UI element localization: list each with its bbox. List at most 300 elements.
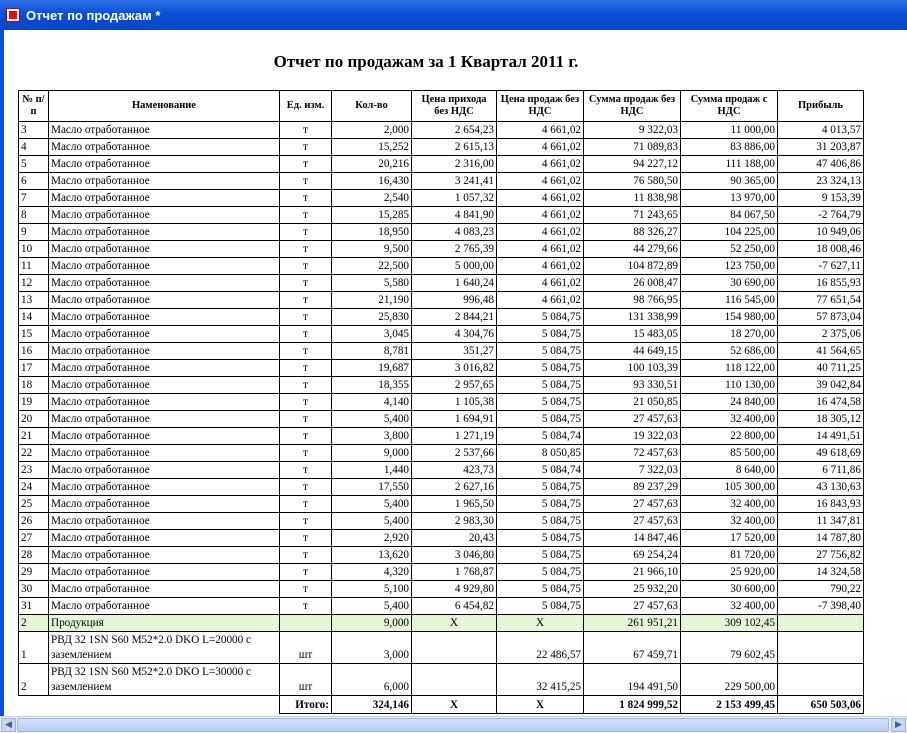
- cell: 5,100: [332, 581, 412, 598]
- cell: 67 459,71: [584, 632, 681, 664]
- cell: 71 243,65: [584, 207, 681, 224]
- table-row: [19, 207, 864, 224]
- cell: 27 457,63: [584, 513, 681, 530]
- table-row: [19, 632, 864, 664]
- cell: т: [280, 564, 332, 581]
- cell: 2 537,66: [412, 445, 497, 462]
- cell: Масло отработанное: [49, 173, 280, 190]
- cell: 49 618,69: [778, 445, 864, 462]
- cell: 88 326,27: [584, 224, 681, 241]
- cell: 52 250,00: [681, 241, 778, 258]
- cell: 72 457,63: [584, 445, 681, 462]
- table-row: [19, 394, 864, 411]
- cell: Масло отработанное: [49, 292, 280, 309]
- cell: т: [280, 530, 332, 547]
- col-header: Сумма продаж с НДС: [681, 91, 778, 122]
- cell: 31 203,87: [778, 139, 864, 156]
- cell: т: [280, 258, 332, 275]
- scroll-right-arrow-icon[interactable]: ▶: [891, 718, 906, 732]
- cell: [412, 632, 497, 664]
- cell: т: [280, 513, 332, 530]
- cell: т: [280, 598, 332, 615]
- cell: 100 103,39: [584, 360, 681, 377]
- total-sum-vat: 2 153 499,45: [681, 696, 778, 714]
- cell: 27 457,63: [584, 496, 681, 513]
- cell: 5: [19, 156, 49, 173]
- cell: 6,000: [332, 664, 412, 696]
- table-row: [19, 377, 864, 394]
- cell: 11 838,98: [584, 190, 681, 207]
- cell: 4 083,23: [412, 224, 497, 241]
- cell: Масло отработанное: [49, 479, 280, 496]
- title-bar: [0, 0, 907, 30]
- cell: 24 840,00: [681, 394, 778, 411]
- cell: 5 084,75: [497, 513, 584, 530]
- cell: 21: [19, 428, 49, 445]
- cell: 996,48: [412, 292, 497, 309]
- cell: т: [280, 394, 332, 411]
- cell: Масло отработанное: [49, 326, 280, 343]
- cell: 22,500: [332, 258, 412, 275]
- cell: 32 400,00: [681, 496, 778, 513]
- table-row: [19, 190, 864, 207]
- cell: Масло отработанное: [49, 139, 280, 156]
- col-header: Цена продаж без НДС: [497, 91, 584, 122]
- cell: т: [280, 139, 332, 156]
- cell: 1 965,50: [412, 496, 497, 513]
- cell: 2,920: [332, 530, 412, 547]
- cell: 3,000: [332, 632, 412, 664]
- cell: 18 305,12: [778, 411, 864, 428]
- cell: 4 661,02: [497, 190, 584, 207]
- cell: 29: [19, 564, 49, 581]
- table-row: [19, 326, 864, 343]
- table-row: [19, 530, 864, 547]
- cell: 31: [19, 598, 49, 615]
- cell: 14 847,46: [584, 530, 681, 547]
- cell: 9 153,39: [778, 190, 864, 207]
- cell: 77 651,54: [778, 292, 864, 309]
- cell: 14 324,58: [778, 564, 864, 581]
- empty-cell: [19, 696, 49, 714]
- cell: 351,27: [412, 343, 497, 360]
- cell: 30 600,00: [681, 581, 778, 598]
- table-row: [19, 564, 864, 581]
- table-row: [19, 241, 864, 258]
- cell: 26: [19, 513, 49, 530]
- cell: 13: [19, 292, 49, 309]
- col-header: Ед. изм.: [280, 91, 332, 122]
- cell: 110 130,00: [681, 377, 778, 394]
- table-row: [19, 258, 864, 275]
- cell: 2 375,06: [778, 326, 864, 343]
- table-row: [19, 428, 864, 445]
- cell: 6 711,86: [778, 462, 864, 479]
- cell: 5 084,75: [497, 411, 584, 428]
- cell: Масло отработанное: [49, 428, 280, 445]
- table-row: [19, 462, 864, 479]
- cell: 85 500,00: [681, 445, 778, 462]
- cell: 1 694,91: [412, 411, 497, 428]
- cell: 3 046,80: [412, 547, 497, 564]
- col-header: Кол-во: [332, 91, 412, 122]
- cell: 423,73: [412, 462, 497, 479]
- table-row: [19, 343, 864, 360]
- cell: Масло отработанное: [49, 513, 280, 530]
- table-row: [19, 156, 864, 173]
- table-row: [19, 360, 864, 377]
- cell: 89 237,29: [584, 479, 681, 496]
- cell: 11 347,81: [778, 513, 864, 530]
- cell: 4 661,02: [497, 275, 584, 292]
- table-row: [19, 445, 864, 462]
- cell: Масло отработанное: [49, 258, 280, 275]
- cell: Масло отработанное: [49, 360, 280, 377]
- cell: 12: [19, 275, 49, 292]
- cell: -2 764,79: [778, 207, 864, 224]
- cell: 5 084,75: [497, 309, 584, 326]
- cell: 5 084,75: [497, 479, 584, 496]
- cell: 18,355: [332, 377, 412, 394]
- cell: РВД 32 1SN S60 M52*2.0 DKO L=20000 с заземлением: [49, 632, 280, 664]
- cell: 2: [19, 615, 49, 632]
- cell: Масло отработанное: [49, 411, 280, 428]
- cell: Масло отработанное: [49, 309, 280, 326]
- cell: 98 766,95: [584, 292, 681, 309]
- cell: [778, 664, 864, 696]
- cell: 21 050,85: [584, 394, 681, 411]
- cell: 17 520,00: [681, 530, 778, 547]
- cell: 1 768,87: [412, 564, 497, 581]
- cell: 6: [19, 173, 49, 190]
- table-row: [19, 496, 864, 513]
- cell: 5 084,75: [497, 496, 584, 513]
- cell: -7 627,11: [778, 258, 864, 275]
- cell: Масло отработанное: [49, 207, 280, 224]
- cell: 9,000: [332, 615, 412, 632]
- cell: 32 415,25: [497, 664, 584, 696]
- cell: 4 013,57: [778, 122, 864, 139]
- cell: 44 279,66: [584, 241, 681, 258]
- cell: 10 949,06: [778, 224, 864, 241]
- cell: 9: [19, 224, 49, 241]
- cell: 2: [19, 664, 49, 696]
- cell: 71 089,83: [584, 139, 681, 156]
- cell: т: [280, 581, 332, 598]
- cell: 18: [19, 377, 49, 394]
- cell: 2 983,30: [412, 513, 497, 530]
- cell: 27: [19, 530, 49, 547]
- cell: 1 057,32: [412, 190, 497, 207]
- cell: 7: [19, 190, 49, 207]
- cell: 20: [19, 411, 49, 428]
- cell: т: [280, 411, 332, 428]
- cell: 22: [19, 445, 49, 462]
- cell: 76 580,50: [584, 173, 681, 190]
- cell: 9,500: [332, 241, 412, 258]
- cell: 32 400,00: [681, 513, 778, 530]
- cell: 3,045: [332, 326, 412, 343]
- cell: 4 661,02: [497, 224, 584, 241]
- cell: Масло отработанное: [49, 564, 280, 581]
- cell: 30: [19, 581, 49, 598]
- total-in-price: X: [412, 696, 497, 714]
- header-row: [19, 91, 864, 122]
- cell: 4 929,80: [412, 581, 497, 598]
- cell: 7 322,03: [584, 462, 681, 479]
- empty-cell: [49, 696, 280, 714]
- cell: 2,000: [332, 122, 412, 139]
- cell: 25 920,00: [681, 564, 778, 581]
- cell: 27 756,82: [778, 547, 864, 564]
- cell: 5,400: [332, 411, 412, 428]
- cell: т: [280, 428, 332, 445]
- cell: 3 241,41: [412, 173, 497, 190]
- cell: X: [497, 615, 584, 632]
- cell: 15: [19, 326, 49, 343]
- report-rows: [19, 122, 864, 615]
- cell: 21 966,10: [584, 564, 681, 581]
- cell: т: [280, 122, 332, 139]
- cell: 1: [19, 632, 49, 664]
- cell: 84 067,50: [681, 207, 778, 224]
- app-icon: [6, 8, 20, 22]
- cell: 40 711,25: [778, 360, 864, 377]
- cell: 19: [19, 394, 49, 411]
- cell: т: [280, 190, 332, 207]
- cell: 90 365,00: [681, 173, 778, 190]
- cell: 2 615,13: [412, 139, 497, 156]
- scrollbar-thumb[interactable]: [17, 718, 889, 732]
- cell: [778, 615, 864, 632]
- cell: 111 188,00: [681, 156, 778, 173]
- cell: 123 750,00: [681, 258, 778, 275]
- cell: 4 841,90: [412, 207, 497, 224]
- cell: 25 932,20: [584, 581, 681, 598]
- cell: 14 787,80: [778, 530, 864, 547]
- cell: 44 649,15: [584, 343, 681, 360]
- total-qty: 324,146: [332, 696, 412, 714]
- cell: 16,430: [332, 173, 412, 190]
- cell: 16 474,58: [778, 394, 864, 411]
- cell: 5,580: [332, 275, 412, 292]
- cell: 2 957,65: [412, 377, 497, 394]
- cell: 118 122,00: [681, 360, 778, 377]
- total-label: Итого:: [280, 696, 332, 714]
- table-row: [19, 479, 864, 496]
- cell: т: [280, 377, 332, 394]
- cell: 13 970,00: [681, 190, 778, 207]
- cell: X: [412, 615, 497, 632]
- cell: Масло отработанное: [49, 496, 280, 513]
- cell: 4: [19, 139, 49, 156]
- cell: 194 491,50: [584, 664, 681, 696]
- cell: 4 661,02: [497, 156, 584, 173]
- cell: 15,252: [332, 139, 412, 156]
- cell: Масло отработанное: [49, 581, 280, 598]
- cell: 154 980,00: [681, 309, 778, 326]
- horizontal-scrollbar[interactable]: [0, 716, 907, 733]
- cell: 309 102,45: [681, 615, 778, 632]
- cell: Масло отработанное: [49, 190, 280, 207]
- cell: 10: [19, 241, 49, 258]
- cell: 4 661,02: [497, 292, 584, 309]
- window-title: Отчет по продажам *: [26, 7, 161, 23]
- cell: 6 454,82: [412, 598, 497, 615]
- cell: 4 661,02: [497, 207, 584, 224]
- table-row: [19, 139, 864, 156]
- col-header: Прибыль: [778, 91, 864, 122]
- cell: 26 008,47: [584, 275, 681, 292]
- cell: 5 084,75: [497, 326, 584, 343]
- cell: 32 400,00: [681, 411, 778, 428]
- cell: 23: [19, 462, 49, 479]
- cell: 19 322,03: [584, 428, 681, 445]
- cell: 18 008,46: [778, 241, 864, 258]
- cell: Масло отработанное: [49, 598, 280, 615]
- cell: 2,540: [332, 190, 412, 207]
- cell: 1 271,19: [412, 428, 497, 445]
- cell: шт: [280, 664, 332, 696]
- cell: 4 661,02: [497, 122, 584, 139]
- cell: 52 686,00: [681, 343, 778, 360]
- cell: Масло отработанное: [49, 462, 280, 479]
- cell: 30 690,00: [681, 275, 778, 292]
- col-header: Цена прихода без НДС: [412, 91, 497, 122]
- cell: 20,216: [332, 156, 412, 173]
- cell: 116 545,00: [681, 292, 778, 309]
- cell: 57 873,04: [778, 309, 864, 326]
- cell: 41 564,65: [778, 343, 864, 360]
- cell: Масло отработанное: [49, 377, 280, 394]
- cell: 4,140: [332, 394, 412, 411]
- cell: 2 765,39: [412, 241, 497, 258]
- cell: 79 602,45: [681, 632, 778, 664]
- table-row: [19, 581, 864, 598]
- cell: 3: [19, 122, 49, 139]
- col-header: № п/п: [19, 91, 49, 122]
- cell: шт: [280, 632, 332, 664]
- cell: 131 338,99: [584, 309, 681, 326]
- cell: 5 000,00: [412, 258, 497, 275]
- cell: 1,440: [332, 462, 412, 479]
- cell: 5 084,74: [497, 462, 584, 479]
- cell: 5 084,75: [497, 581, 584, 598]
- cell: 5 084,75: [497, 360, 584, 377]
- cell: 3,800: [332, 428, 412, 445]
- cell: 5 084,75: [497, 598, 584, 615]
- cell: 104 872,89: [584, 258, 681, 275]
- cell: 17,550: [332, 479, 412, 496]
- table-row: [19, 513, 864, 530]
- cell: 2 627,16: [412, 479, 497, 496]
- cell: 104 225,00: [681, 224, 778, 241]
- cell: 4 304,76: [412, 326, 497, 343]
- cell: т: [280, 241, 332, 258]
- total-sale-price: X: [497, 696, 584, 714]
- cell: т: [280, 275, 332, 292]
- cell: т: [280, 224, 332, 241]
- cell: [280, 615, 332, 632]
- cell: 22 800,00: [681, 428, 778, 445]
- cell: 43 130,63: [778, 479, 864, 496]
- cell: 5 084,74: [497, 428, 584, 445]
- cell: РВД 32 1SN S60 M52*2.0 DKO L=30000 с заземлением: [49, 664, 280, 696]
- cell: 21,190: [332, 292, 412, 309]
- cell: Масло отработанное: [49, 241, 280, 258]
- cell: т: [280, 360, 332, 377]
- cell: 9,000: [332, 445, 412, 462]
- cell: 5 084,75: [497, 394, 584, 411]
- table-row: [19, 664, 864, 696]
- cell: 4 661,02: [497, 241, 584, 258]
- cell: 69 254,24: [584, 547, 681, 564]
- cell: 83 886,00: [681, 139, 778, 156]
- cell: 25,830: [332, 309, 412, 326]
- cell: Масло отработанное: [49, 547, 280, 564]
- cell: 11 000,00: [681, 122, 778, 139]
- cell: 16 843,93: [778, 496, 864, 513]
- cell: 229 500,00: [681, 664, 778, 696]
- cell: т: [280, 445, 332, 462]
- cell: т: [280, 309, 332, 326]
- cell: т: [280, 462, 332, 479]
- cell: 23 324,13: [778, 173, 864, 190]
- cell: 19,687: [332, 360, 412, 377]
- cell: 5,400: [332, 496, 412, 513]
- cell: 2 654,23: [412, 122, 497, 139]
- cell: 27 457,63: [584, 411, 681, 428]
- cell: Масло отработанное: [49, 530, 280, 547]
- table-row: [19, 292, 864, 309]
- cell: 3 016,82: [412, 360, 497, 377]
- cell: [412, 664, 497, 696]
- cell: Масло отработанное: [49, 224, 280, 241]
- sales-report-table: [18, 90, 864, 714]
- cell: 13,620: [332, 547, 412, 564]
- total-sum-net: 1 824 999,52: [584, 696, 681, 714]
- scroll-left-arrow-icon[interactable]: ◀: [1, 718, 16, 732]
- cell: Масло отработанное: [49, 275, 280, 292]
- cell: 32 400,00: [681, 598, 778, 615]
- cell: 14 491,51: [778, 428, 864, 445]
- cell: 25: [19, 496, 49, 513]
- table-row: [19, 411, 864, 428]
- cell: 9 322,03: [584, 122, 681, 139]
- cell: 4 661,02: [497, 139, 584, 156]
- cell: 1 105,38: [412, 394, 497, 411]
- cell: 28: [19, 547, 49, 564]
- cell: 16: [19, 343, 49, 360]
- col-header: Сумма продаж без НДС: [584, 91, 681, 122]
- cell: 16 855,93: [778, 275, 864, 292]
- cell: 4 661,02: [497, 258, 584, 275]
- cell: 14: [19, 309, 49, 326]
- cell: 5 084,75: [497, 530, 584, 547]
- cell: 2 316,00: [412, 156, 497, 173]
- cell: 105 300,00: [681, 479, 778, 496]
- report-title: Отчет по продажам за 1 Квартал 2011 г.: [273, 52, 579, 71]
- cell: 15 483,05: [584, 326, 681, 343]
- cell: 18 270,00: [681, 326, 778, 343]
- cell: 8 050,85: [497, 445, 584, 462]
- cell: Масло отработанное: [49, 122, 280, 139]
- cell: Масло отработанное: [49, 394, 280, 411]
- cell: 8: [19, 207, 49, 224]
- cell: 8,781: [332, 343, 412, 360]
- cell: 4 661,02: [497, 173, 584, 190]
- cell: 18,950: [332, 224, 412, 241]
